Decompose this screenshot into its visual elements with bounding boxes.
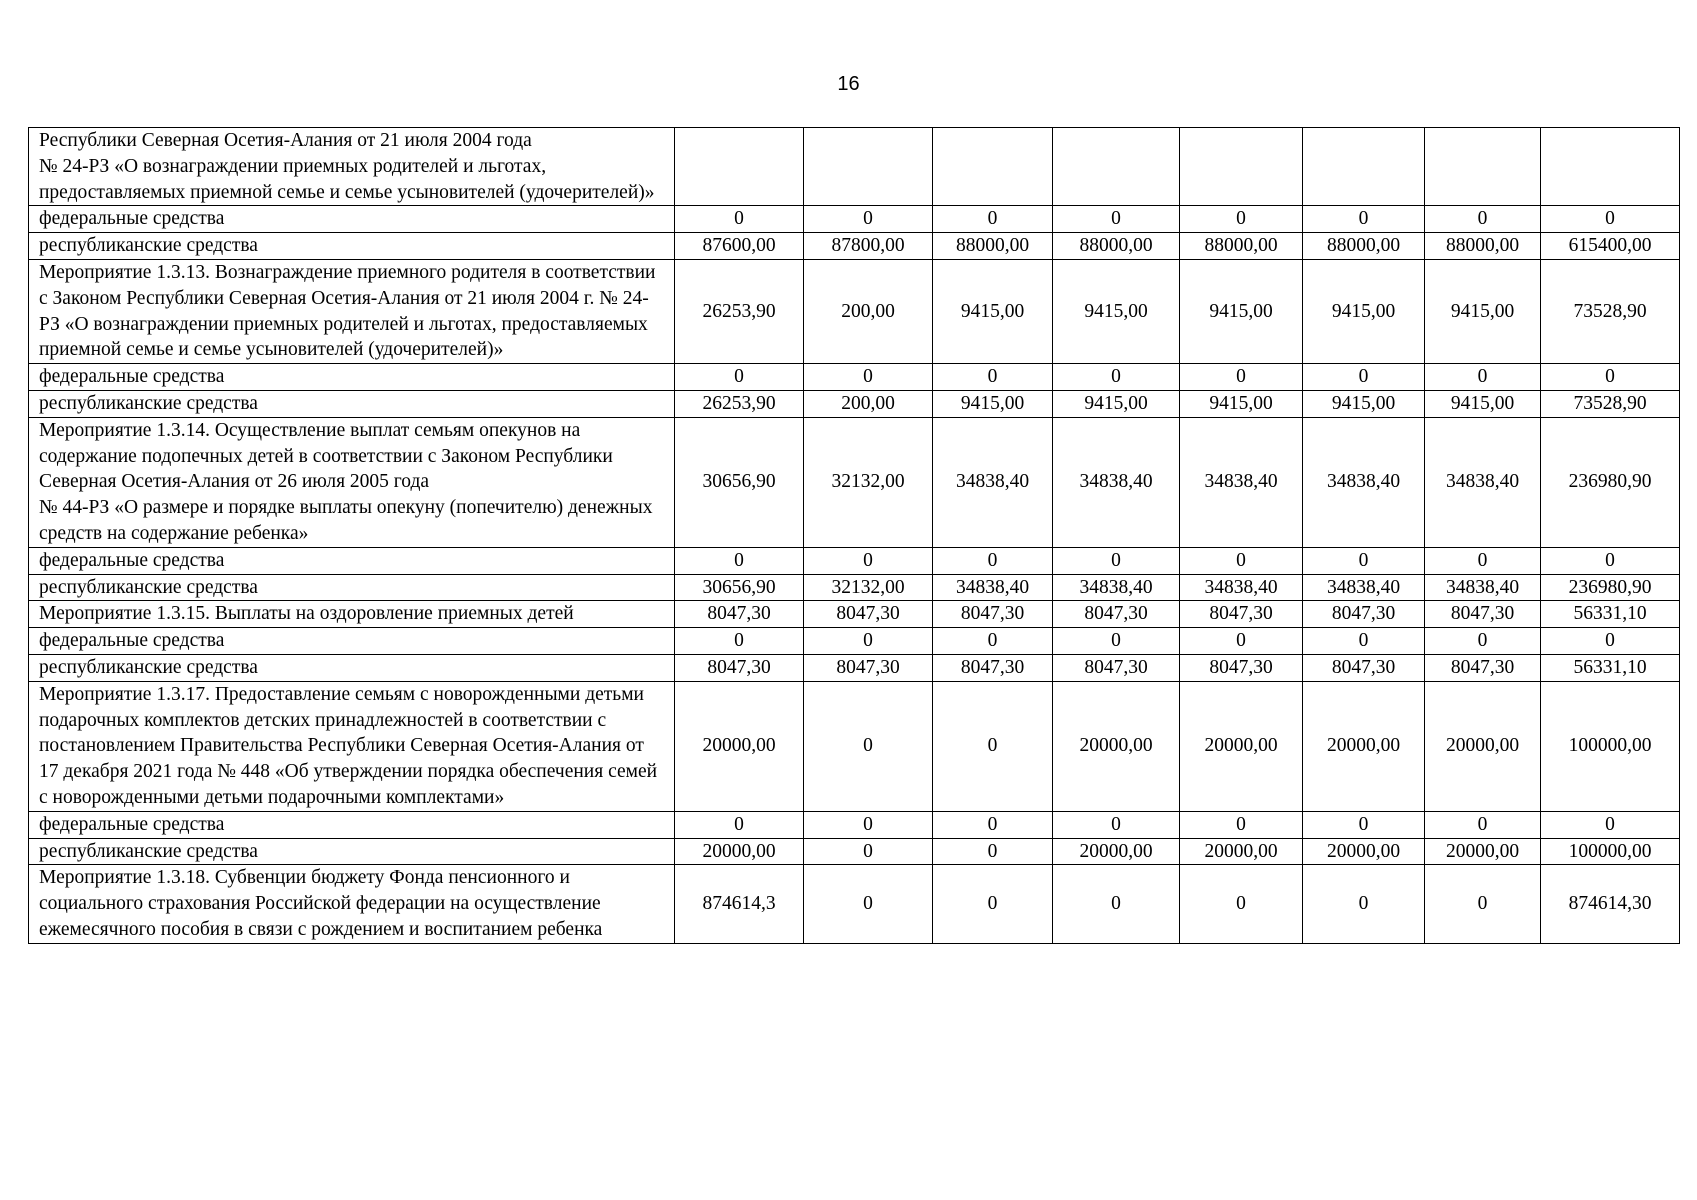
row-label: республиканские средства <box>29 390 675 417</box>
row-label: Мероприятие 1.3.14. Осуществление выплат семьям опекунов на содержание подопечных детей в соответствии с Законом Республики Северная Осетия-Алания от 26 июля 2005 года № 44-РЗ «О размере и порядке выплаты опекуну (попечителю) денежных средств на содержание ребенка» <box>29 417 675 547</box>
row-label: федеральные средства <box>29 364 675 391</box>
value-cell: 34838,40 <box>1053 417 1180 547</box>
total-cell: 0 <box>1541 547 1680 574</box>
total-cell <box>1541 128 1680 206</box>
table-row <box>29 654 1680 681</box>
value-cell: 0 <box>675 628 804 655</box>
value-cell: 0 <box>1303 206 1425 233</box>
value-cell: 8047,30 <box>1425 654 1541 681</box>
row-label: республиканские средства <box>29 574 675 601</box>
row-label: федеральные средства <box>29 547 675 574</box>
value-cell: 88000,00 <box>1425 233 1541 260</box>
value-cell: 8047,30 <box>1425 601 1541 628</box>
value-cell: 0 <box>675 811 804 838</box>
value-cell: 0 <box>1425 547 1541 574</box>
value-cell: 0 <box>1180 811 1303 838</box>
value-cell: 8047,30 <box>1303 654 1425 681</box>
value-cell: 9415,00 <box>1425 390 1541 417</box>
value-cell: 30656,90 <box>675 574 804 601</box>
value-cell: 34838,40 <box>1053 574 1180 601</box>
value-cell: 20000,00 <box>1425 838 1541 865</box>
value-cell: 0 <box>675 206 804 233</box>
row-label: федеральные средства <box>29 628 675 655</box>
value-cell: 34838,40 <box>1303 574 1425 601</box>
value-cell: 87800,00 <box>804 233 933 260</box>
total-cell: 874614,30 <box>1541 865 1680 943</box>
value-cell: 9415,00 <box>1425 259 1541 363</box>
value-cell: 0 <box>1053 811 1180 838</box>
value-cell: 0 <box>1180 547 1303 574</box>
value-cell: 0 <box>804 364 933 391</box>
value-cell: 0 <box>1053 628 1180 655</box>
value-cell: 0 <box>1425 865 1541 943</box>
table-row <box>29 233 1680 260</box>
table-row <box>29 364 1680 391</box>
value-cell <box>933 128 1053 206</box>
value-cell: 0 <box>804 206 933 233</box>
table-row <box>29 128 1680 206</box>
value-cell: 0 <box>1425 364 1541 391</box>
table-row <box>29 417 1680 547</box>
value-cell: 88000,00 <box>1303 233 1425 260</box>
value-cell: 8047,30 <box>1303 601 1425 628</box>
table-row <box>29 259 1680 363</box>
value-cell: 34838,40 <box>1425 574 1541 601</box>
total-cell: 0 <box>1541 628 1680 655</box>
value-cell: 20000,00 <box>1053 838 1180 865</box>
total-cell: 236980,90 <box>1541 574 1680 601</box>
value-cell <box>1180 128 1303 206</box>
value-cell: 0 <box>804 681 933 811</box>
budget-table <box>28 127 1680 944</box>
value-cell: 26253,90 <box>675 259 804 363</box>
value-cell: 0 <box>1303 628 1425 655</box>
value-cell: 0 <box>1180 628 1303 655</box>
row-label: федеральные средства <box>29 811 675 838</box>
value-cell: 9415,00 <box>933 259 1053 363</box>
total-cell: 73528,90 <box>1541 259 1680 363</box>
value-cell: 0 <box>1053 865 1180 943</box>
value-cell: 20000,00 <box>1303 838 1425 865</box>
total-cell: 0 <box>1541 811 1680 838</box>
value-cell: 34838,40 <box>933 574 1053 601</box>
value-cell: 0 <box>1303 364 1425 391</box>
value-cell: 200,00 <box>804 259 933 363</box>
value-cell: 88000,00 <box>1053 233 1180 260</box>
table-row <box>29 811 1680 838</box>
value-cell: 8047,30 <box>804 601 933 628</box>
total-cell: 100000,00 <box>1541 838 1680 865</box>
row-label: федеральные средства <box>29 206 675 233</box>
total-cell: 56331,10 <box>1541 601 1680 628</box>
value-cell: 8047,30 <box>675 654 804 681</box>
value-cell: 32132,00 <box>804 574 933 601</box>
row-label: Республики Северная Осетия-Алания от 21 июля 2004 года № 24-РЗ «О вознаграждении приемных родителей и льготах, предоставляемых приемной семье и семье усыновителей (удочерителей)» <box>29 128 675 206</box>
row-label: Мероприятие 1.3.17. Предоставление семьям с новорожденными детьми подарочных комплектов детских принадлежностей в соответствии с постановлением Правительства Республики Северная Осетия-Алания от 17 декабря 2021 года № 448 «Об утверждении порядка обеспечения семей с новорожденными детьми подарочными комплектами» <box>29 681 675 811</box>
value-cell: 0 <box>675 547 804 574</box>
value-cell: 0 <box>1053 547 1180 574</box>
table-row <box>29 628 1680 655</box>
total-cell: 56331,10 <box>1541 654 1680 681</box>
value-cell: 34838,40 <box>1425 417 1541 547</box>
value-cell: 0 <box>1053 364 1180 391</box>
value-cell: 8047,30 <box>1180 654 1303 681</box>
value-cell: 0 <box>933 364 1053 391</box>
table-row <box>29 547 1680 574</box>
value-cell: 0 <box>1180 206 1303 233</box>
value-cell: 0 <box>933 838 1053 865</box>
table-row <box>29 206 1680 233</box>
value-cell <box>1303 128 1425 206</box>
value-cell: 9415,00 <box>1180 259 1303 363</box>
value-cell: 8047,30 <box>1180 601 1303 628</box>
total-cell: 236980,90 <box>1541 417 1680 547</box>
value-cell <box>804 128 933 206</box>
value-cell: 26253,90 <box>675 390 804 417</box>
value-cell: 0 <box>933 547 1053 574</box>
value-cell: 8047,30 <box>933 654 1053 681</box>
value-cell: 0 <box>1180 364 1303 391</box>
value-cell: 8047,30 <box>933 601 1053 628</box>
value-cell: 34838,40 <box>1180 574 1303 601</box>
value-cell: 87600,00 <box>675 233 804 260</box>
value-cell: 20000,00 <box>1180 681 1303 811</box>
table-row <box>29 390 1680 417</box>
total-cell: 615400,00 <box>1541 233 1680 260</box>
row-label: Мероприятие 1.3.13. Вознаграждение приемного родителя в соответствии с Законом Республики Северная Осетия-Алания от 21 июля 2004 г. № 24-РЗ «О вознаграждении приемных родителей и льготах, предоставляемых приемной семье и семье усыновителей (удочерителей)» <box>29 259 675 363</box>
value-cell: 0 <box>804 628 933 655</box>
value-cell: 0 <box>933 865 1053 943</box>
value-cell: 9415,00 <box>1053 259 1180 363</box>
value-cell: 0 <box>933 206 1053 233</box>
value-cell: 0 <box>933 628 1053 655</box>
table-row <box>29 601 1680 628</box>
value-cell: 20000,00 <box>1053 681 1180 811</box>
value-cell: 20000,00 <box>1425 681 1541 811</box>
value-cell: 9415,00 <box>1180 390 1303 417</box>
value-cell: 0 <box>1303 811 1425 838</box>
value-cell: 8047,30 <box>675 601 804 628</box>
value-cell: 0 <box>804 547 933 574</box>
value-cell: 20000,00 <box>1180 838 1303 865</box>
table-row <box>29 574 1680 601</box>
value-cell: 9415,00 <box>1303 259 1425 363</box>
value-cell: 88000,00 <box>933 233 1053 260</box>
total-cell: 0 <box>1541 364 1680 391</box>
value-cell: 0 <box>804 865 933 943</box>
value-cell: 34838,40 <box>1303 417 1425 547</box>
value-cell: 9415,00 <box>933 390 1053 417</box>
value-cell: 8047,30 <box>1053 654 1180 681</box>
value-cell: 0 <box>1303 547 1425 574</box>
value-cell: 0 <box>804 811 933 838</box>
value-cell: 0 <box>1303 865 1425 943</box>
total-cell: 0 <box>1541 206 1680 233</box>
table-row <box>29 865 1680 943</box>
value-cell: 34838,40 <box>933 417 1053 547</box>
total-cell: 73528,90 <box>1541 390 1680 417</box>
value-cell: 20000,00 <box>1303 681 1425 811</box>
table-body <box>29 128 1680 944</box>
value-cell <box>675 128 804 206</box>
value-cell: 0 <box>1180 865 1303 943</box>
value-cell: 20000,00 <box>675 838 804 865</box>
row-label: республиканские средства <box>29 838 675 865</box>
value-cell: 88000,00 <box>1180 233 1303 260</box>
table-row <box>29 838 1680 865</box>
value-cell: 0 <box>1425 628 1541 655</box>
value-cell: 34838,40 <box>1180 417 1303 547</box>
value-cell: 0 <box>675 364 804 391</box>
value-cell: 0 <box>1425 206 1541 233</box>
value-cell: 8047,30 <box>804 654 933 681</box>
value-cell: 874614,3 <box>675 865 804 943</box>
page-number: 16 <box>837 73 860 95</box>
total-cell: 100000,00 <box>1541 681 1680 811</box>
value-cell: 9415,00 <box>1053 390 1180 417</box>
value-cell <box>1053 128 1180 206</box>
value-cell: 8047,30 <box>1053 601 1180 628</box>
value-cell: 20000,00 <box>675 681 804 811</box>
value-cell: 0 <box>933 811 1053 838</box>
value-cell: 200,00 <box>804 390 933 417</box>
value-cell: 32132,00 <box>804 417 933 547</box>
value-cell: 0 <box>1053 206 1180 233</box>
row-label: Мероприятие 1.3.18. Субвенции бюджету Фонда пенсионного и социального страхования Российской федерации на осуществление ежемесячного пособия в связи с рождением и воспитанием ребенка <box>29 865 675 943</box>
row-label: Мероприятие 1.3.15. Выплаты на оздоровление приемных детей <box>29 601 675 628</box>
value-cell: 30656,90 <box>675 417 804 547</box>
table-row <box>29 681 1680 811</box>
row-label: республиканские средства <box>29 654 675 681</box>
value-cell: 0 <box>1425 811 1541 838</box>
value-cell: 9415,00 <box>1303 390 1425 417</box>
value-cell: 0 <box>933 681 1053 811</box>
value-cell <box>1425 128 1541 206</box>
row-label: республиканские средства <box>29 233 675 260</box>
value-cell: 0 <box>804 838 933 865</box>
